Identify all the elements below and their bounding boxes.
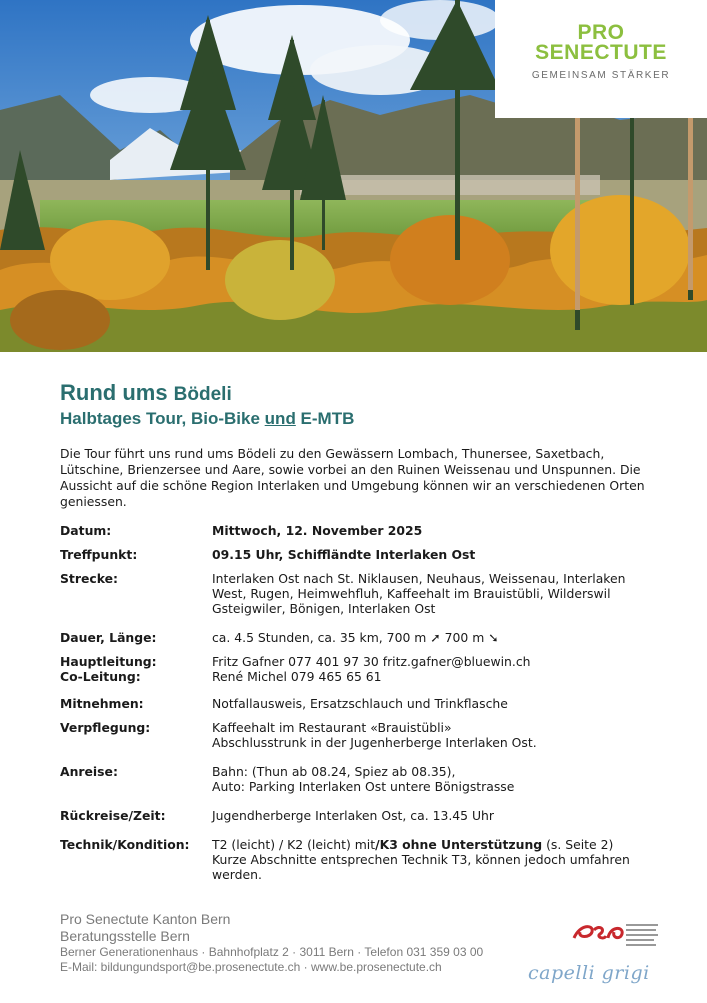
value-mitnehmen: Notfallausweis, Ersatzschlauch und Trinkflasche [212, 696, 508, 711]
arrow-down-icon: ➘ [488, 630, 499, 645]
label-anreise: Anreise: [60, 764, 118, 779]
arrow-up-icon: ➚ [430, 630, 441, 645]
label-datum: Datum: [60, 523, 112, 538]
footer-contact: E-Mail: bildungundsport@be.prosenectute.ch · www.be.prosenectute.ch [60, 960, 442, 974]
subtitle-suffix: E-MTB [295, 409, 355, 428]
label-strecke: Strecke: [60, 571, 118, 586]
logo-tagline: GEMEINSAM STÄRKER [531, 70, 671, 81]
label-treffpunkt: Treffpunkt: [60, 547, 138, 562]
footer-org: Pro Senectute Kanton Bern [60, 911, 231, 927]
dauer-text-b: 700 m [440, 630, 489, 645]
value-anreise-2: Auto: Parking Interlaken Ost untere Bönigstrasse [212, 779, 515, 794]
dauer-text-a: ca. 4.5 Stunden, ca. 35 km, 700 m [212, 630, 431, 645]
value-hauptleitung: Fritz Gafner 077 401 97 30 fritz.gafner@bluewin.ch [212, 654, 531, 669]
pro-senectute-logo [495, 0, 707, 118]
value-verpflegung-2: Abschlusstrunk in der Jugenherberge Interlaken Ost. [212, 735, 537, 750]
label-technik: Technik/Kondition: [60, 837, 190, 852]
intro-paragraph: Die Tour führt uns rund ums Bödeli zu den Gewässern Lombach, Thunersee, Saxetbach, Lütschine, Brienzersee und Aare, sowie vorbei an den Ruinen Weissenau und Unspunnen. Die Aussicht auf die schöne Region Interlaken und Umgebung können wir an verschiedenen Orten geniessen. [60, 446, 645, 509]
value-verpflegung-1: Kaffeehalt im Restaurant «Brauistübli» [212, 720, 452, 735]
value-datum: Mittwoch, 12. November 2025 [212, 523, 423, 538]
value-technik-1 [212, 837, 652, 852]
title-main [60, 380, 354, 408]
capelli-grigi-logo: capelli grigi [528, 962, 650, 984]
technik-text-bold: /K3 ohne Unterstützung [375, 837, 543, 852]
label-hauptleitung: Hauptleitung: [60, 654, 157, 669]
subtitle-and: und [264, 409, 296, 428]
subtitle-prefix: Halbtages Tour, Bio-Bike [60, 409, 265, 428]
label-coleitung: Co-Leitung: [60, 669, 141, 684]
title-place: Bödeli [173, 384, 232, 405]
label-dauer: Dauer, Länge: [60, 630, 157, 645]
page-title [60, 380, 354, 430]
label-verpflegung: Verpflegung: [60, 720, 151, 735]
value-dauer [212, 630, 652, 645]
title-sub [60, 408, 354, 430]
logo-line1: PRO [577, 21, 625, 44]
label-rueckreise: Rückreise/Zeit: [60, 808, 166, 823]
technik-text-b: (s. Seite 2) [542, 837, 614, 852]
footer-address: Berner Generationenhaus · Bahnhofplatz 2 · 3011 Bern · Telefon 031 359 03 00 [60, 945, 484, 959]
technik-text-a: T2 (leicht) / K2 (leicht) mit [212, 837, 376, 852]
footer-dept: Beratungsstelle Bern [60, 928, 190, 944]
value-rueckreise: Jugendherberge Interlaken Ost, ca. 13.45 Uhr [212, 808, 494, 823]
logo-line2: SENECTUTE [535, 41, 667, 64]
title-prefix: Rund ums [60, 380, 174, 405]
footer [60, 911, 483, 975]
esa-logo [570, 918, 660, 954]
esa-logo-graphic [570, 918, 660, 954]
value-technik-2: Kurze Abschnitte entsprechen Technik T3, können jedoch umfahren werden. [212, 852, 630, 882]
value-treffpunkt: 09.15 Uhr, Schiffländte Interlaken Ost [212, 547, 476, 562]
label-mitnehmen: Mitnehmen: [60, 696, 144, 711]
value-coleitung: René Michel 079 465 65 61 [212, 669, 382, 684]
value-strecke: Interlaken Ost nach St. Niklausen, Neuhaus, Weissenau, Interlaken West, Rugen, Heimwehfluh, Kaffeehalt im Brauistübli, Wilderswil Gsteigwiler, Bönigen, Interlaken Ost [212, 571, 626, 616]
value-anreise-1: Bahn: (Thun ab 08.24, Spiez ab 08.35), [212, 764, 456, 779]
